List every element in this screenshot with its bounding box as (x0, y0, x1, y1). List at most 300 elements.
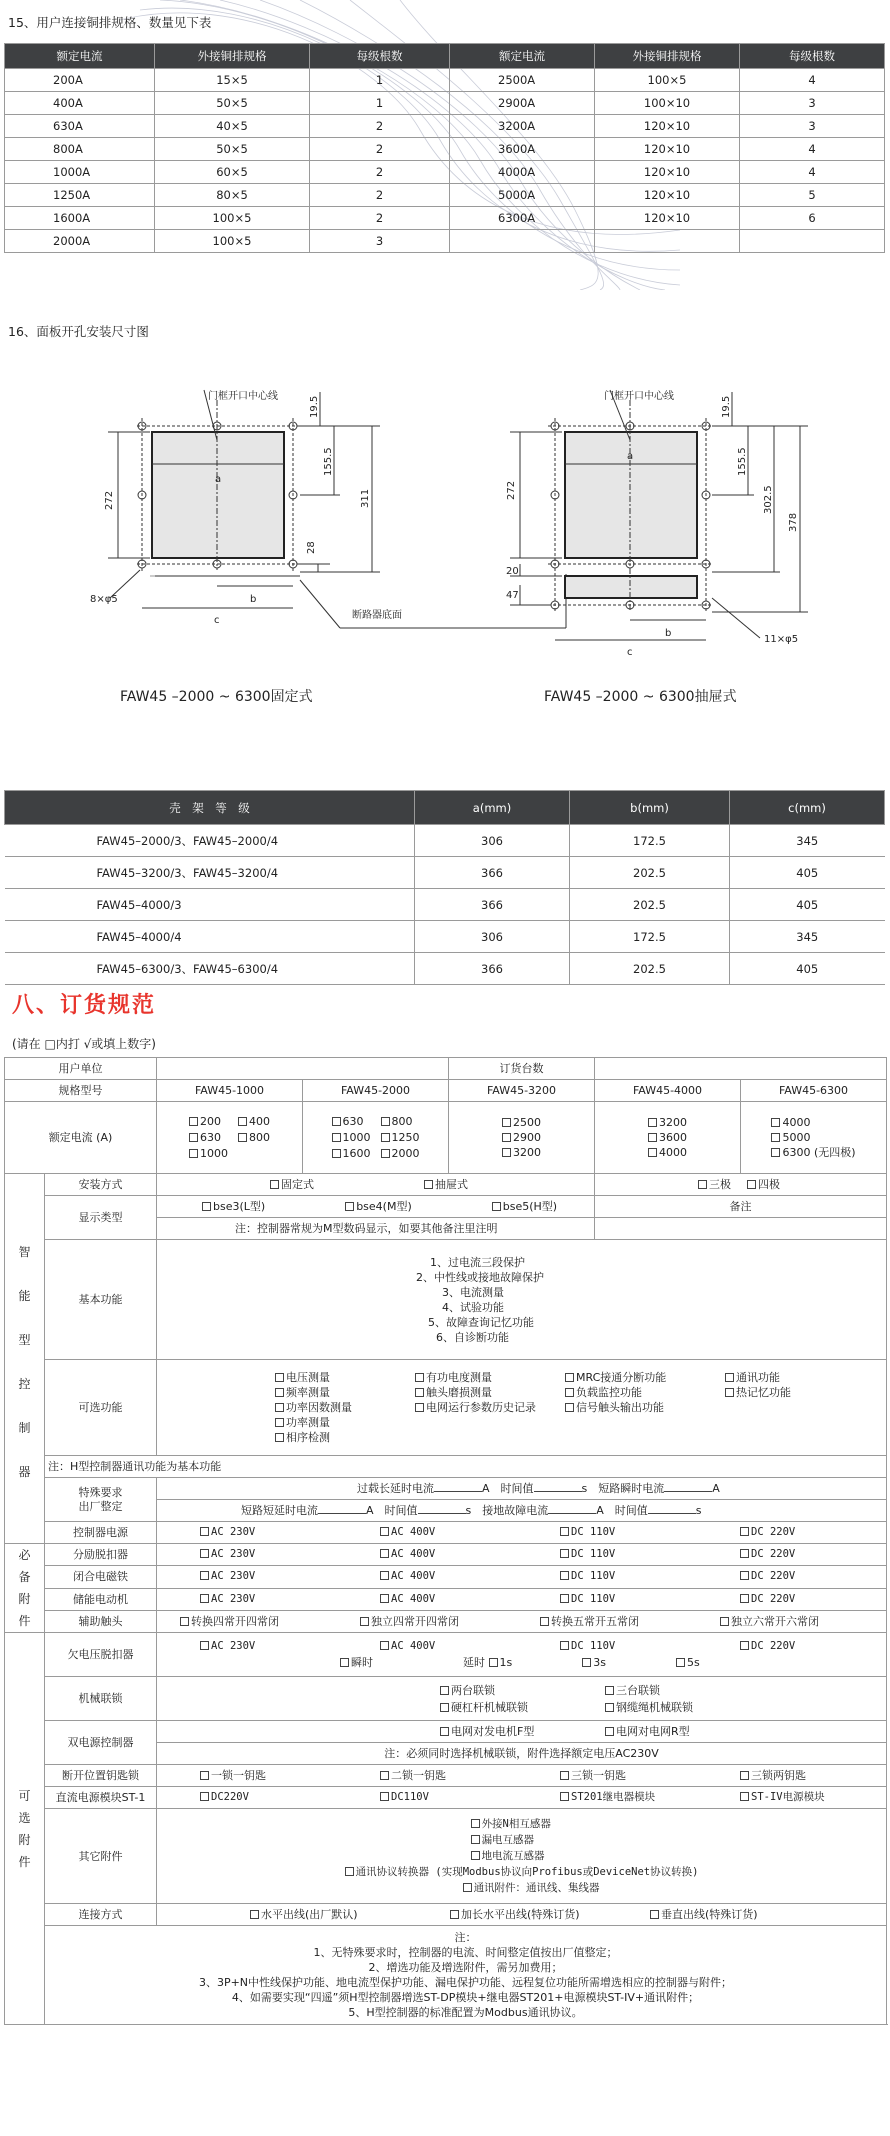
option-checkbox[interactable]: DC 220V (740, 1639, 860, 1654)
table-cell: 2 (310, 161, 450, 184)
option-checkbox[interactable]: 热记忆功能 (725, 1385, 845, 1400)
table-cell: 345 (730, 825, 885, 857)
option-checkbox[interactable]: DC 110V (560, 1547, 740, 1562)
table-row (5, 889, 885, 921)
empty-cell (725, 1415, 845, 1430)
empty-cell (725, 1430, 845, 1445)
table-cell: 5 (740, 184, 885, 207)
table-cell: 50×5 (155, 138, 310, 161)
option-checkbox[interactable]: 2900 (502, 1130, 541, 1145)
connection-options (157, 1904, 887, 1926)
short-delay-current-field[interactable] (318, 1504, 366, 1514)
smart-controller-group-label: 智 能 型 控 制 器 (5, 1174, 45, 1544)
table-row (5, 161, 885, 184)
special-setting-row-1: 过载长延时电流 A 时间值 s 短路瞬时电流 A (157, 1478, 887, 1500)
frame-dimension-body (5, 825, 885, 985)
other-accessory-options (157, 1809, 887, 1904)
table-row (5, 115, 885, 138)
diagram-label: 378 (788, 512, 799, 532)
rated-current-label: 额定电流 (A) (5, 1102, 157, 1174)
aux-contact-options (157, 1610, 887, 1632)
long-delay-time-field[interactable] (534, 1482, 582, 1492)
model-cell: FAW45-2000 (303, 1080, 449, 1102)
option-checkbox[interactable]: 硬杠杆机械联锁 (440, 1699, 605, 1716)
model-label: 规格型号 (5, 1080, 157, 1102)
instant-current-field[interactable] (664, 1482, 712, 1492)
table-cell: 1 (310, 69, 450, 92)
option-checkbox[interactable]: DC 110V (560, 1525, 740, 1540)
table-cell: 100×10 (595, 92, 740, 115)
list-item: 6、自诊断功能 (436, 1330, 509, 1344)
rated-options-6300 (741, 1102, 887, 1174)
optional-function-label: 可选功能 (45, 1360, 157, 1456)
list-item: 4、试验功能 (442, 1300, 504, 1314)
diagram-label: 302.5 (763, 485, 774, 514)
diagram-label: 155.5 (323, 447, 334, 476)
option-checkbox[interactable]: 3600 (648, 1130, 687, 1145)
header-cell: 外接铜排规格 (595, 44, 740, 69)
diagram-label: 断路器底面 (352, 610, 402, 621)
motor-options (157, 1588, 887, 1610)
option-checkbox[interactable]: 3200 (648, 1115, 687, 1130)
diagram-label: 门框开口中心线 (208, 391, 278, 402)
table-row (5, 953, 885, 985)
option-checkbox[interactable]: AC 230V (200, 1569, 380, 1584)
table-cell: 4 (740, 138, 885, 161)
table-cell (740, 230, 885, 253)
option-checkbox[interactable]: 1000 (332, 1130, 371, 1145)
table-cell: 100×5 (595, 69, 740, 92)
diagram-label: 19.5 (309, 395, 320, 418)
option-checkbox[interactable]: 400 (238, 1114, 270, 1129)
table-cell: 120×10 (595, 184, 740, 207)
option-checkbox[interactable]: 负载监控功能 (565, 1385, 725, 1400)
option-checkbox[interactable]: 通讯协议转换器 (实现Modbus协议向Profibus或DeviceNet协议转换) (345, 1864, 699, 1880)
option-checkbox[interactable]: 三极 (698, 1178, 731, 1191)
table-cell: 1600A (5, 207, 155, 230)
option-checkbox[interactable]: ST201继电器模块 (560, 1790, 740, 1805)
diagram-label: 47 (506, 590, 519, 601)
option-checkbox[interactable]: 瞬时 (340, 1656, 373, 1669)
table-cell: 202.5 (570, 857, 730, 889)
option-checkbox[interactable]: 独立六常开六常闭 (720, 1614, 860, 1629)
option-checkbox[interactable]: 电网对电网R型 (605, 1724, 770, 1739)
option-checkbox[interactable]: 抽屉式 (424, 1178, 468, 1191)
table-row (5, 921, 885, 953)
table-row (5, 825, 885, 857)
diagram-label: 272 (104, 490, 115, 510)
option-checkbox[interactable]: bse5(H型) (492, 1200, 557, 1213)
key-lock-label: 断开位置钥匙锁 (45, 1765, 157, 1787)
note-line: 5、H型控制器的标准配置为Modbus通讯协议。 (348, 2006, 583, 2019)
short-delay-time-field[interactable] (418, 1504, 466, 1514)
diagram-label: a (215, 474, 222, 485)
option-checkbox[interactable]: 二锁一钥匙 (380, 1768, 560, 1783)
table-cell: 60×5 (155, 161, 310, 184)
table-row (5, 207, 885, 230)
order-spec-table (4, 1057, 887, 2025)
diagram-label: 155.5 (737, 447, 748, 476)
note-line: 4、如需要实现“四遥”须H型控制器增选ST-DP模块+继电器ST201+电源模块ST-IV+通讯附件； (231, 1991, 700, 2004)
order-notes (45, 1926, 887, 2025)
table-row (5, 92, 885, 115)
table-cell (595, 230, 740, 253)
option-checkbox[interactable]: AC 400V (380, 1547, 560, 1562)
dual-power-label: 双电源控制器 (45, 1721, 157, 1765)
table-cell: 5000A (450, 184, 595, 207)
table-cell: 80×5 (155, 184, 310, 207)
option-checkbox[interactable]: 相序检测 (275, 1430, 415, 1445)
table-cell: 100×5 (155, 207, 310, 230)
table-cell: 120×10 (595, 207, 740, 230)
table-row (5, 230, 885, 253)
option-checkbox[interactable]: 1600 (332, 1146, 371, 1161)
shunt-release-options (157, 1544, 887, 1566)
option-checkbox[interactable]: 漏电互感器 (345, 1832, 699, 1848)
table-cell: 172.5 (570, 825, 730, 857)
option-checkbox[interactable]: 功率测量 (275, 1415, 415, 1430)
remark-field[interactable] (595, 1218, 887, 1240)
header-cell: 壳 架 等 级 (5, 791, 415, 825)
option-checkbox[interactable]: 1250 (381, 1130, 420, 1145)
table-row (5, 857, 885, 889)
user-unit-field[interactable] (157, 1058, 449, 1080)
table-header-row (5, 44, 885, 69)
display-options (157, 1196, 595, 1218)
rated-options-3200 (449, 1102, 595, 1174)
special-setting-row-2: 短路短延时电流 A 时间值 s 接地故障电流 A 时间值 s (157, 1500, 887, 1522)
model-cell: FAW45-4000 (595, 1080, 741, 1102)
option-checkbox[interactable]: 4000 (771, 1115, 855, 1130)
controller-power-options (157, 1522, 887, 1544)
option-checkbox[interactable]: 电网对发电机F型 (440, 1724, 605, 1739)
option-checkbox[interactable]: DC110V (380, 1790, 560, 1805)
diagram-label: 272 (506, 480, 517, 500)
remark-label: 备注 (595, 1196, 887, 1218)
table-cell: FAW45–2000/3、FAW45–2000/4 (5, 825, 415, 857)
h-controller-note: 注：H型控制器通讯功能为基本功能 (45, 1456, 887, 1478)
model-cell: FAW45-3200 (449, 1080, 595, 1102)
table-cell: 3 (740, 115, 885, 138)
option-checkbox[interactable]: 5000 (771, 1130, 855, 1145)
optional-function-options (157, 1360, 887, 1456)
header-cell: b(mm) (570, 791, 730, 825)
option-checkbox[interactable]: 电网运行参数历史记录 (415, 1400, 565, 1415)
dual-power-options (157, 1721, 887, 1743)
option-checkbox[interactable]: AC 230V (200, 1547, 380, 1562)
header-cell: c(mm) (730, 791, 885, 825)
header-cell: 额定电流 (5, 44, 155, 69)
diagram-label: 8×φ5 (90, 594, 118, 605)
optional-accessory-group-label: 可 选 附 件 (5, 1633, 45, 2025)
list-item: 2、中性线或接地故障保护 (416, 1270, 544, 1284)
motor-label: 储能电动机 (45, 1588, 157, 1610)
user-unit-label: 用户单位 (5, 1058, 157, 1080)
copper-bar-table (4, 43, 885, 253)
diagram-label: 311 (360, 488, 371, 508)
option-checkbox[interactable]: AC 230V (200, 1639, 380, 1654)
table-cell: 366 (415, 857, 570, 889)
dc-module-options (157, 1787, 887, 1809)
list-item: 3、电流测量 (442, 1285, 504, 1299)
table-cell: 405 (730, 889, 885, 921)
required-accessory-group-label: 必 备 附 件 (5, 1544, 45, 1633)
display-note: 注：控制器常规为M型数码显示，如要其他备注里注明 (157, 1218, 595, 1240)
diagram-label: 19.5 (721, 395, 732, 418)
section-8-title: 八、订货规范 (12, 993, 157, 1018)
option-checkbox[interactable]: 200 (189, 1114, 228, 1129)
note-line: 1、无特殊要求时，控制器的电流、时间整定值按出厂值整定； (313, 1946, 618, 1959)
option-checkbox[interactable]: AC 400V (380, 1569, 560, 1584)
option-checkbox[interactable]: 通讯功能 (725, 1370, 845, 1385)
pole-options (595, 1174, 887, 1196)
table-cell: 100×5 (155, 230, 310, 253)
caption-drawer: FAW45 –2000 ~ 6300抽屉式 (544, 689, 737, 705)
table-cell: 1250A (5, 184, 155, 207)
option-checkbox[interactable]: AC 230V (200, 1525, 380, 1540)
option-checkbox[interactable]: 外接N相互感器 (345, 1816, 699, 1832)
option-checkbox[interactable]: 一锁一钥匙 (200, 1768, 380, 1783)
table-cell: 400A (5, 92, 155, 115)
option-checkbox[interactable]: DC 220V (740, 1547, 860, 1562)
special-setting-label: 特殊要求 出厂整定 (45, 1478, 157, 1522)
option-checkbox[interactable]: AC 400V (380, 1525, 560, 1540)
table-cell: 3 (310, 230, 450, 253)
table-cell: 800A (5, 138, 155, 161)
table-cell: 366 (415, 889, 570, 921)
table-cell: 120×10 (595, 161, 740, 184)
connection-label: 连接方式 (45, 1904, 157, 1926)
panel-cutout-diagram (0, 340, 890, 720)
mech-interlock-options (157, 1677, 887, 1721)
table-cell: 6300A (450, 207, 595, 230)
empty-cell (565, 1415, 725, 1430)
undervoltage-label: 欠电压脱扣器 (45, 1633, 157, 1677)
table-cell: 2 (310, 184, 450, 207)
option-checkbox[interactable]: 有功电度测量 (415, 1370, 565, 1385)
note-line: 注： (454, 1931, 477, 1944)
section-8-note: (请在 □内打 √或填上数字) (12, 1037, 156, 1051)
option-checkbox[interactable]: DC 220V (740, 1569, 860, 1584)
display-type-label: 显示类型 (45, 1196, 157, 1240)
option-checkbox[interactable]: 信号触头输出功能 (565, 1400, 725, 1415)
option-checkbox[interactable]: MRC接通分断功能 (565, 1370, 725, 1385)
option-checkbox[interactable]: DC 110V (560, 1592, 740, 1607)
option-checkbox[interactable]: bse4(M型) (345, 1200, 412, 1213)
table-cell: 405 (730, 857, 885, 889)
frame-dimension-table (4, 790, 885, 985)
option-checkbox[interactable]: AC 230V (200, 1592, 380, 1607)
option-checkbox[interactable]: bse3(L型) (202, 1200, 265, 1213)
option-checkbox[interactable]: 800 (381, 1114, 420, 1129)
table-cell: 630A (5, 115, 155, 138)
header-cell: a(mm) (415, 791, 570, 825)
option-checkbox[interactable]: 四极 (747, 1178, 780, 1191)
option-checkbox[interactable]: DC 110V (560, 1639, 740, 1654)
option-checkbox[interactable]: 固定式 (270, 1178, 314, 1191)
ground-fault-current-field[interactable] (548, 1504, 596, 1514)
table-cell: 15×5 (155, 69, 310, 92)
table-cell: 6 (740, 207, 885, 230)
table-cell: 3 (740, 92, 885, 115)
option-checkbox[interactable]: DC 220V (740, 1592, 860, 1607)
option-checkbox[interactable]: 1s (489, 1656, 513, 1669)
install-options (157, 1174, 595, 1196)
table-cell: 3200A (450, 115, 595, 138)
shunt-release-label: 分励脱扣器 (45, 1544, 157, 1566)
order-qty-field[interactable] (595, 1058, 887, 1080)
table-cell: 2 (310, 138, 450, 161)
table-header-row (5, 791, 885, 825)
table-cell: 2500A (450, 69, 595, 92)
option-checkbox[interactable]: AC 400V (380, 1592, 560, 1607)
option-checkbox[interactable]: 2500 (502, 1115, 541, 1130)
model-cell: FAW45-1000 (157, 1080, 303, 1102)
table-cell: 4000A (450, 161, 595, 184)
table-cell: FAW45–4000/3 (5, 889, 415, 921)
note-line: 3、3P+N中性线保护功能、地电流型保护功能、漏电保护功能、远程复位功能所需增选相应的控制器与附件； (198, 1976, 733, 1989)
option-checkbox[interactable]: 电压测量 (275, 1370, 415, 1385)
option-checkbox[interactable]: 加长水平出线(特殊订货) (450, 1907, 650, 1922)
header-cell: 每级根数 (740, 44, 885, 69)
empty-cell (725, 1400, 845, 1415)
undervoltage-options (157, 1633, 887, 1677)
table-cell: 120×10 (595, 115, 740, 138)
table-cell: FAW45–6300/3、FAW45–6300/4 (5, 953, 415, 985)
table-cell: 1 (310, 92, 450, 115)
basic-function-list (157, 1240, 887, 1360)
header-cell: 每级根数 (310, 44, 450, 69)
empty-cell (415, 1415, 565, 1430)
rated-options-1000 (157, 1102, 303, 1174)
ground-fault-time-field[interactable] (648, 1504, 696, 1514)
table-cell: 306 (415, 921, 570, 953)
option-checkbox[interactable]: 5s (676, 1656, 700, 1669)
option-checkbox[interactable]: 三锁两钥匙 (740, 1768, 860, 1783)
option-checkbox[interactable]: 转换五常开五常闭 (540, 1614, 720, 1629)
table-cell: 2 (310, 115, 450, 138)
basic-function-label: 基本功能 (45, 1240, 157, 1360)
diagram-label: b (250, 594, 257, 605)
dc-module-label: 直流电源模块ST-1 (45, 1787, 157, 1809)
option-checkbox[interactable]: 水平出线(出厂默认) (250, 1907, 450, 1922)
delay-label: 延时 (463, 1655, 485, 1669)
option-checkbox[interactable]: 独立四常开四常闭 (360, 1614, 540, 1629)
table-cell: FAW45–3200/3、FAW45–3200/4 (5, 857, 415, 889)
section-15-title: 15、用户连接铜排规格、数量见下表 (8, 15, 212, 30)
option-checkbox[interactable]: ST-IV电源模块 (740, 1790, 880, 1805)
install-label: 安装方式 (45, 1174, 157, 1196)
diagram-label: 28 (306, 541, 317, 554)
header-cell: 额定电流 (450, 44, 595, 69)
closing-magnet-label: 闭合电磁铁 (45, 1566, 157, 1588)
option-checkbox[interactable]: 2000 (381, 1146, 420, 1161)
table-cell: 202.5 (570, 953, 730, 985)
diagram-label: 20 (506, 566, 519, 577)
table-cell: 120×10 (595, 138, 740, 161)
empty-cell (415, 1430, 565, 1445)
option-checkbox[interactable]: 频率测量 (275, 1385, 415, 1400)
table-cell: 3600A (450, 138, 595, 161)
option-checkbox[interactable]: 3s (582, 1656, 606, 1669)
diagram-label: b (665, 628, 672, 639)
option-checkbox[interactable]: 630 (332, 1114, 371, 1129)
option-checkbox[interactable]: 3200 (502, 1145, 541, 1160)
table-cell: 202.5 (570, 889, 730, 921)
table-cell: 40×5 (155, 115, 310, 138)
option-checkbox[interactable]: 1000 (189, 1146, 228, 1161)
option-checkbox[interactable]: 800 (238, 1130, 270, 1145)
rated-options-4000 (595, 1102, 741, 1174)
diagram-label: 11×φ5 (764, 634, 799, 645)
option-checkbox[interactable]: 转换四常开四常闭 (180, 1614, 360, 1629)
list-item: 1、过电流三段保护 (430, 1255, 525, 1269)
key-lock-options (157, 1765, 887, 1787)
table-cell: 345 (730, 921, 885, 953)
mech-interlock-label: 机械联锁 (45, 1677, 157, 1721)
model-cell: FAW45-6300 (741, 1080, 887, 1102)
table-row (5, 184, 885, 207)
option-checkbox[interactable]: 触头磨损测量 (415, 1385, 565, 1400)
table-cell: 2000A (5, 230, 155, 253)
option-checkbox[interactable]: 6300 (无四极) (771, 1145, 855, 1160)
diagram-label: c (214, 615, 220, 626)
empty-cell (565, 1430, 725, 1445)
option-checkbox[interactable]: 钢缆绳机械联锁 (605, 1699, 770, 1716)
other-accessory-label: 其它附件 (45, 1809, 157, 1904)
note-line: 2、增选功能及增选附件，需另加费用； (368, 1961, 563, 1974)
controller-power-label: 控制器电源 (45, 1522, 157, 1544)
option-checkbox[interactable]: 三台联锁 (605, 1682, 770, 1699)
diagram-label: 门框开口中心线 (604, 391, 674, 402)
table-row (5, 138, 885, 161)
table-cell: FAW45–4000/4 (5, 921, 415, 953)
table-cell: 1000A (5, 161, 155, 184)
option-checkbox[interactable]: DC220V (200, 1790, 380, 1805)
option-checkbox[interactable]: 三锁一钥匙 (560, 1768, 740, 1783)
option-checkbox[interactable]: DC 220V (740, 1525, 860, 1540)
option-checkbox[interactable]: 功率因数测量 (275, 1400, 415, 1415)
option-checkbox[interactable]: 垂直出线(特殊订货) (650, 1907, 850, 1922)
rated-options-2000 (303, 1102, 449, 1174)
table-cell: 366 (415, 953, 570, 985)
table-cell (450, 230, 595, 253)
list-item: 5、故障查询记忆功能 (428, 1315, 534, 1329)
caption-fixed: FAW45 –2000 ~ 6300固定式 (120, 689, 313, 705)
table-cell: 50×5 (155, 92, 310, 115)
option-checkbox[interactable]: 两台联锁 (440, 1682, 605, 1699)
option-checkbox[interactable]: AC 400V (380, 1639, 560, 1654)
option-checkbox[interactable]: 地电流互感器 (345, 1848, 699, 1864)
table-cell: 306 (415, 825, 570, 857)
table-cell: 172.5 (570, 921, 730, 953)
diagram-label: c (627, 647, 633, 658)
copper-bar-table-body (5, 69, 885, 253)
long-delay-current-field[interactable] (434, 1482, 482, 1492)
option-checkbox[interactable]: DC 110V (560, 1569, 740, 1584)
table-cell: 4 (740, 161, 885, 184)
table-cell: 200A (5, 69, 155, 92)
aux-contact-label: 辅助触头 (45, 1610, 157, 1632)
diagram-label: a (627, 451, 634, 462)
option-checkbox[interactable]: 通讯附件：通讯线、集线器 (345, 1880, 699, 1896)
section-16-title: 16、面板开孔安装尺寸图 (8, 324, 149, 339)
order-qty-label: 订货台数 (449, 1058, 595, 1080)
dual-power-note: 注：必须同时选择机械联锁，附件选择额定电压AC230V (157, 1743, 887, 1765)
option-checkbox[interactable]: 630 (189, 1130, 228, 1145)
closing-magnet-options (157, 1566, 887, 1588)
option-checkbox[interactable]: 4000 (648, 1145, 687, 1160)
